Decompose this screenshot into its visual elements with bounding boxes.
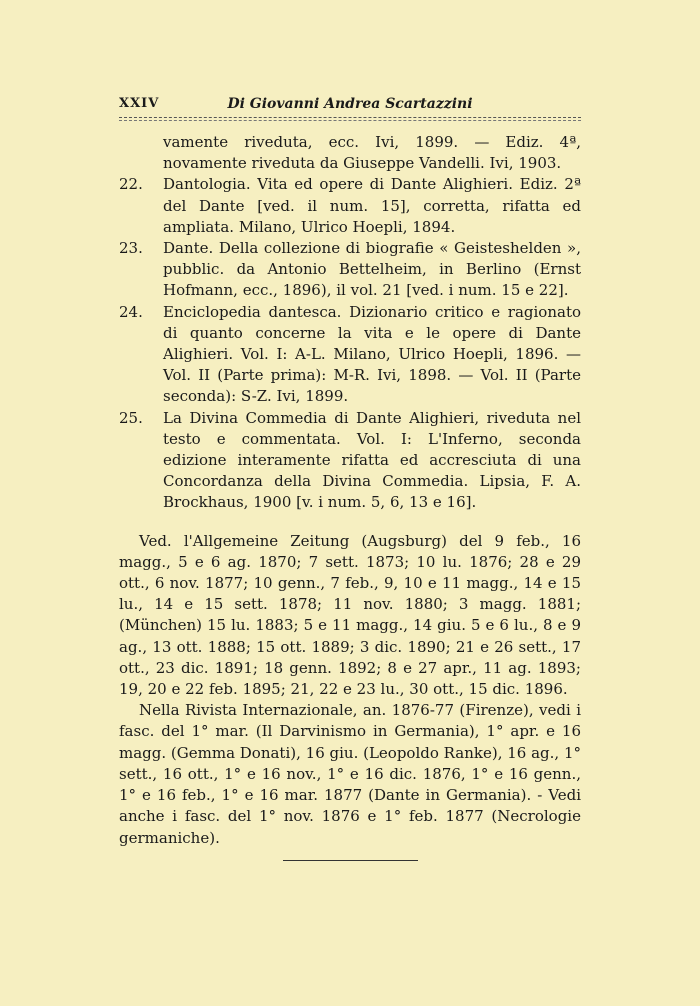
- entry-text: Dantologia. Vita ed opere di Dante Alighieri. Ediz. 2ª del Dante [ved. il num. 15], corretta, rifatta ed ampliata. Milano, Ulrico Hoepli, 1894.: [163, 175, 581, 236]
- entry-number: 24.: [119, 302, 143, 321]
- entry-number: 23.: [119, 239, 143, 258]
- end-rule: [283, 860, 418, 861]
- bibliography-entry: [119, 132, 581, 174]
- paragraph-text: Ved. l'Allgemeine Zeitung (Augsburg) del 9 feb., 16 magg., 5 e 6 ag. 1870; 7 sett. 1873; 10 lu. 1876; 28 e 29 ott., 6 nov. 1877; 10 genn., 7 feb., 9, 10 e 11 magg., 14 e 15 lu., 14 e 15 sett. 1878; 11 nov. 1880; 3 magg. 1881; (München) 15 lu. 1883; 5 e 11 magg., 14 giu. 5 e 6 lu., 8 e 9 ag., 13 ott. 1888; 15 ott. 1889; 3 dic. 1890; 21 e 26 sett., 17 ott., 23 dic. 1891; 18 genn. 1892; 8 e 27 apr., 11 ag. 1893; 19, 20 e 22 feb. 1895; 21, 22 e 23 lu., 30 ott., 15 dic. 1896.: [119, 531, 581, 699]
- entry-text: Dante. Della collezione di biografie « Geisteshelden », pubblic. da Antonio Bettelheim, in Berlino (Ernst Hofmann, ecc., 1896), il vol. 21 [ved. i num. 15 e 22].: [163, 239, 581, 300]
- page-number: XXIV: [119, 96, 160, 111]
- entry-number: 22.: [119, 175, 143, 194]
- entry-text: La Divina Commedia di Dante Alighieri, riveduta nel testo e commentata. Vol. I: L'Inferno, seconda edizione interamente rifatta ed accresciuta di una Concordanza della Divina Commedia. Lipsia, F. A. Brockhaus, 1900 [v. i num. 5, 6, 13 e 16].: [163, 408, 581, 512]
- bibliography-entry: [119, 238, 581, 302]
- header-rule: [119, 117, 581, 121]
- running-header: [119, 96, 581, 116]
- entry-text: Enciclopedia dantesca. Dizionario critico e ragionato di quanto concerne la vita e le opere di Dante Alighieri. Vol. I: A-L. Milano, Ulrico Hoepli, 1896. — Vol. II (Parte prima): M-R. Ivi, 1898. — Vol. II (Parte seconda): S-Z. Ivi, 1899.: [163, 302, 581, 406]
- running-title: Di Giovanni Andrea Scartazzini: [227, 96, 473, 112]
- paragraph: [119, 531, 581, 701]
- entry-text: vamente riveduta, ecc. Ivi, 1899. — Ediz. 4ª, novamente riveduta da Giuseppe Vandelli. Ivi, 1903.: [163, 133, 581, 173]
- bibliography-entry: [119, 408, 581, 514]
- entry-number: 25.: [119, 408, 143, 427]
- paragraph: [119, 700, 581, 848]
- bibliography-entry: [119, 302, 581, 408]
- page-body: [119, 132, 581, 849]
- paragraph-text: Nella Rivista Internazionale, an. 1876-77 (Firenze), vedi i fasc. del 1° mar. (Il Darvinismo in Germania), 1° apr. e 16 magg. (Gemma Donati), 16 giu. (Leopoldo Ranke), 16 ag., 1° sett., 16 ott., 1° e 16 nov., 1° e 16 dic. 1876, 1° e 16 genn., 1° e 16 feb., 1° e 16 mar. 1877 (Dante in Germania). - Vedi anche i fasc. del 1° nov. 1876 e 1° feb. 1877 (Necrologie germaniche).: [119, 701, 581, 847]
- bibliography-entry: [119, 174, 581, 238]
